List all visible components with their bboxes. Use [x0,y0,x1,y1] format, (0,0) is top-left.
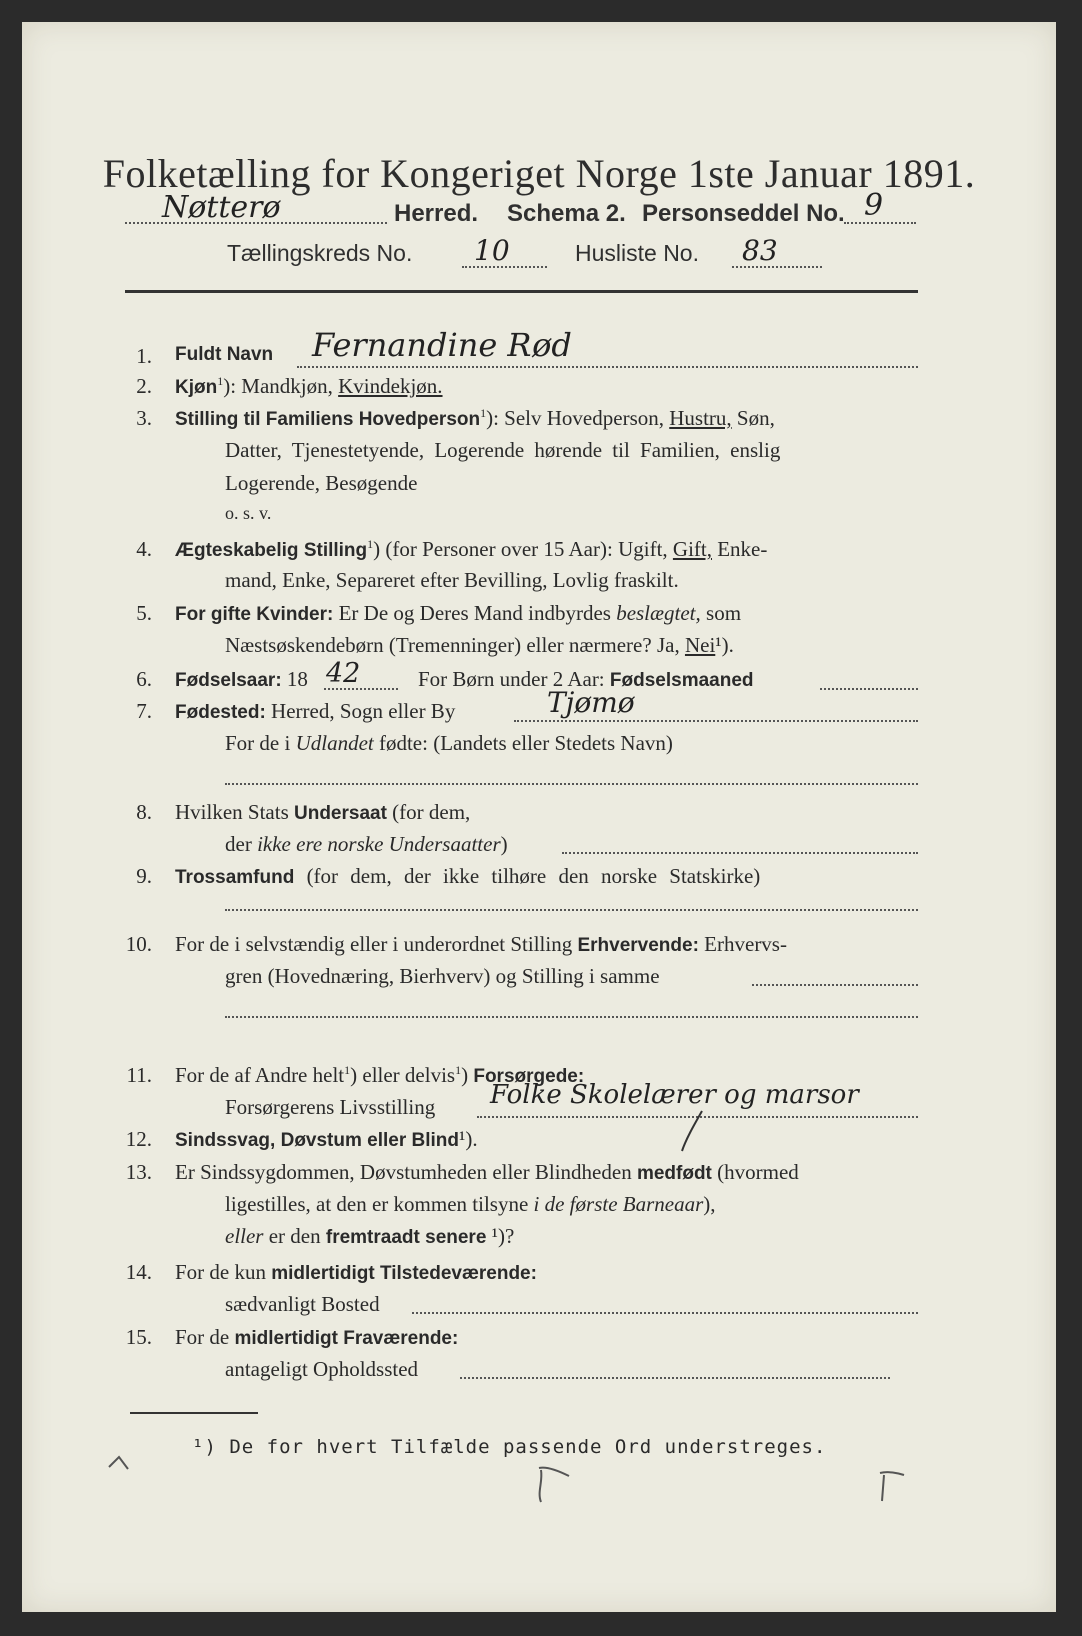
item-15-line-2: antageligt Opholdssted [225,1357,419,1381]
personseddel-value: 9 [864,188,884,223]
item-3-line-1: Stilling til Familiens Hovedperson$^1$): Selv Hovedperson, Hustru, Søn, [175,406,775,430]
item-14-line-2: sædvanligt Bosted [225,1292,380,1316]
item-7-line-1: Fødested: Herred, Sogn eller By [175,699,456,723]
item-7-number: 7. [136,699,152,723]
item-4-line-1: Ægteskabelig Stilling$^1$) (for Personer over 15 Aar): Ugift, Gift, Enke- [175,537,768,561]
item-8-line-1: Hvilken Stats Undersaat (for dem, [175,800,471,824]
item-13-line-3: eller er den fremtraadt senere ¹)? [225,1224,515,1248]
item-15-dotline [460,1377,890,1379]
item-7-value: Tjømø [547,686,635,719]
census-form-page [22,22,1056,1612]
item-3-selected: Hustru, [669,406,732,430]
stray-mark-left [104,1447,134,1477]
header-rule [125,290,918,293]
herred-value: Nøtterø [162,190,281,225]
item-6-year-value: 42 [326,658,361,689]
item-4-selected: Gift, [672,537,712,561]
item-13-number: 13. [125,1160,152,1184]
husliste-value: 83 [742,234,778,267]
item-5-line-2: Næstsøskendebørn (Tremenninger) eller nærmere? Ja, Nei¹). [225,633,734,657]
item-7-dotline [514,720,918,722]
item-6-line-b: For Børn under 2 Aar: Fødselsmaaned [418,667,754,691]
husliste-label: Husliste No. [575,240,699,266]
item-10-dotline-b [225,1016,918,1018]
item-5-selected: Nei [684,633,716,657]
item-10-line-1: For de i selvstændig eller i underordnet Stilling Erhvervende: Erhvervs- [175,932,787,956]
item-7-line-2: For de i Udlandet fødte: (Landets eller Stedets Navn) [225,731,673,755]
item-2-text: Kjøn$^1$): Mandkjøn, Kvindekjøn. [175,374,443,398]
item-1-dotline [297,366,918,368]
kreds-value: 10 [474,234,510,267]
item-1-value: Fernandine Rød [312,326,572,364]
item-14-dotline [412,1312,918,1314]
item-11-line-2: Forsørgerens Livsstilling [225,1095,436,1119]
item-11-value: Folke Skolelærer og marsor [490,1080,859,1110]
item-10-number: 10. [125,932,152,956]
item-9-line: Trossamfund (for dem, der ikke tilhøre den norske Statskirke) [175,864,761,888]
item-2-number: 2. [136,374,152,398]
item-15-number: 15. [125,1325,152,1349]
item-1-number: 1. [136,344,152,368]
kreds-label: Tællingskreds No. [227,240,413,266]
footnote-text: ¹) De for hvert Tilfælde passende Ord understreges. [192,1436,827,1458]
stray-mark-right [872,1467,912,1507]
item-13-line-1: Er Sindssygdommen, Døvstumheden eller Blindheden medfødt (hvormed [175,1160,799,1184]
item-9-dotline [225,909,918,911]
item-6-month-dotline [820,688,918,690]
item-14-line-1: For de kun midlertidigt Tilstedeværende: [175,1260,537,1284]
form-title: Folketælling for Kongeriget Norge 1ste Januar 1891. [102,151,976,196]
item-7-abroad-dotline [225,783,918,785]
schema-label: Schema 2. [507,200,626,227]
item-3-line-3: Logerende, Besøgende [225,471,418,495]
item-6-number: 6. [136,667,152,691]
item-14-number: 14. [125,1260,152,1284]
personseddel-label: Personseddel No. [642,200,845,227]
item-8-line-2: der ikke ere norske Undersaatter) [225,832,508,856]
item-10-line-2: gren (Hovednæring, Bierhverv) og Stilling i samme [225,964,660,988]
item-8-number: 8. [136,800,152,824]
item-4-number: 4. [136,537,152,561]
item-10-dotline-a [752,984,918,986]
item-9-number: 9. [136,864,152,888]
item-6-line: Fødselsaar: 18 [175,667,308,691]
item-15-line-1: For de midlertidigt Fraværende: [175,1325,459,1349]
item-12-line: Sindssvag, Døvstum eller Blind¹). [175,1127,478,1151]
item-4-line-2: mand, Enke, Separeret efter Bevilling, Lovlig fraskilt. [225,568,679,592]
item-8-dotline [562,852,918,854]
item-3-number: 3. [136,406,152,430]
item-3-line-4: o. s. v. [225,503,272,523]
item-12-number: 12. [125,1127,152,1151]
item-11-number: 11. [126,1063,152,1087]
item-12-pen-stroke [672,1107,712,1157]
item-5-number: 5. [136,601,152,625]
item-5-line-1: For gifte Kvinder: Er De og Deres Mand indbyrdes beslægtet, som [175,601,742,625]
item-2-selected: Kvindekjøn. [338,374,443,398]
stray-mark-center [527,1462,577,1507]
item-11-line-1: For de af Andre helt$^1$) eller delvis$^1$) Forsørgede: [175,1063,585,1087]
item-13-line-2: ligestilles, at den er kommen tilsyne i de første Barneaar), [225,1192,716,1216]
footnote-rule [130,1412,258,1414]
item-3-line-2: Datter, Tjenestetyende, Logerende hørende til Familien, enslig [225,438,781,462]
item-1-label: Fuldt Navn [175,344,274,365]
herred-label: Herred. [394,200,479,227]
